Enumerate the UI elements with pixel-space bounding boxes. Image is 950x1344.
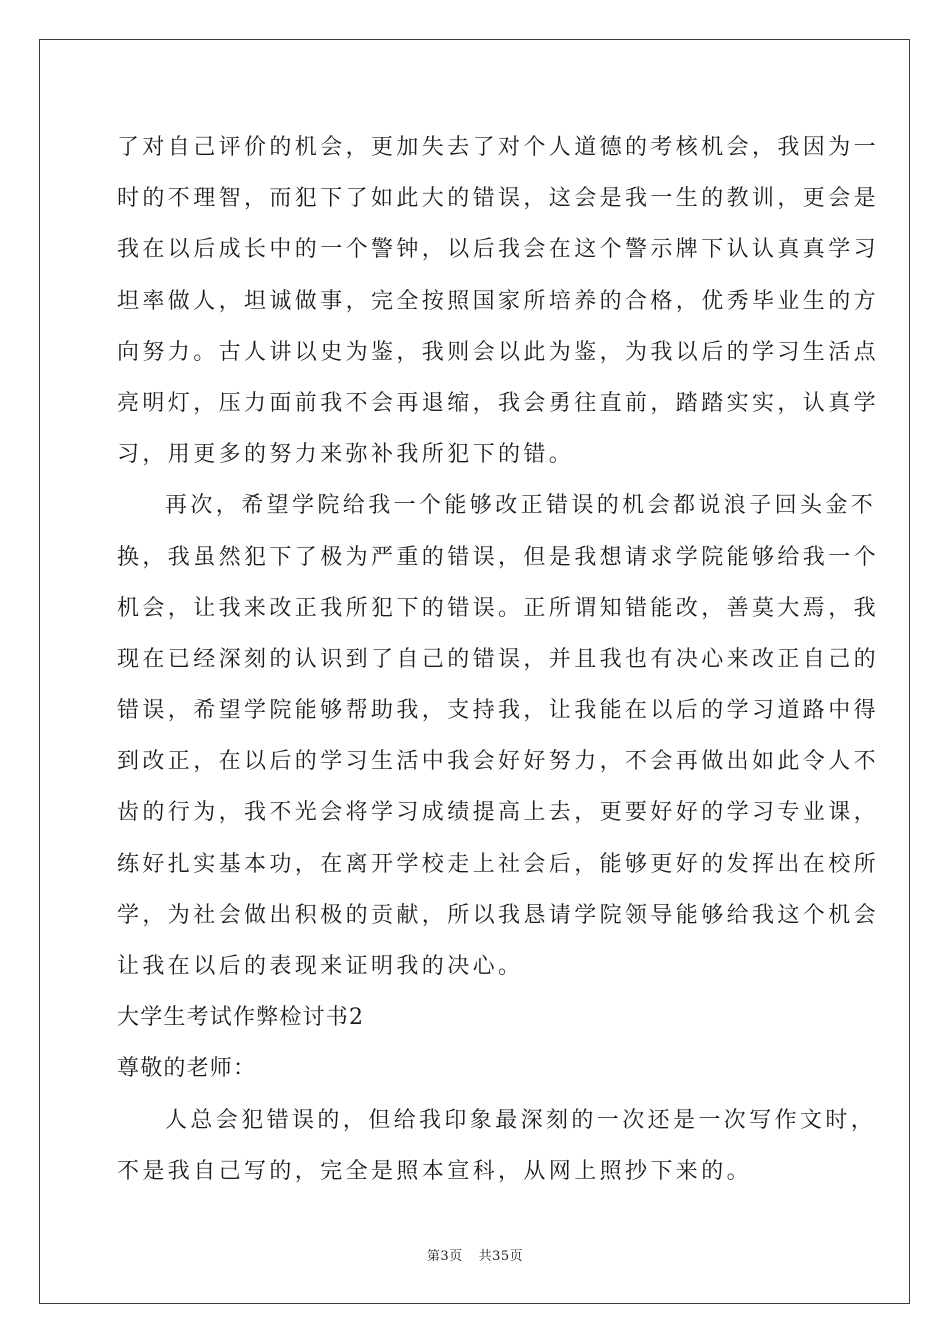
text-line: 机会，让我来改正我所犯下的错误。正所谓知错能改，善莫大焉，我 (117, 595, 880, 621)
text-line: 换，我虽然犯下了极为严重的错误，但是我想请求学院能够给我一个 (117, 544, 880, 570)
text-line: 齿的行为，我不光会将学习成绩提高上去，更要好好的学习专业课， (117, 800, 880, 826)
text-line: 亮明灯，压力面前我不会再退缩，我会勇往直前，踏踏实实，认真学 (117, 390, 880, 416)
salutation: 尊敬的老师： (117, 1056, 257, 1082)
paragraph-start-line: 人总会犯错误的，但给我印象最深刻的一次还是一次写作文时， (165, 1107, 877, 1133)
text-line: 让我在以后的表现来证明我的决心。 (117, 954, 524, 979)
document-body (117, 128, 880, 1203)
text-line: 我在以后成长中的一个警钟，以后我会在这个警示牌下认认真真学习 (117, 237, 880, 263)
text-line: 错误，希望学院能够帮助我，支持我，让我能在以后的学习道路中得 (117, 698, 880, 724)
text-line: 不是我自己写的，完全是照本宣科，从网上照抄下来的。 (117, 1158, 753, 1184)
text-line: 向努力。古人讲以史为鉴，我则会以此为鉴，为我以后的学习生活点 (117, 339, 880, 365)
text-line: 练好扎实基本功，在离开学校走上社会后，能够更好的发挥出在校所 (117, 851, 880, 877)
paragraph-start-line: 再次，希望学院给我一个能够改正错误的机会都说浪子回头金不 (165, 493, 877, 519)
page-footer (0, 1245, 950, 1264)
section-heading: 大学生考试作弊检讨书2 (117, 1005, 365, 1031)
text-line: 习，用更多的努力来弥补我所犯下的错。 (117, 442, 575, 468)
page-number: 第3页 (426, 1249, 463, 1264)
text-line: 坦率做人，坦诚做事，完全按照国家所培养的合格，优秀毕业生的方 (117, 288, 880, 314)
page-total: 共35页 (478, 1249, 524, 1264)
text-line: 时的不理智，而犯下了如此大的错误，这会是我一生的教训，更会是 (117, 186, 880, 212)
text-line: 了对自己评价的机会，更加失去了对个人道德的考核机会，我因为一 (117, 135, 880, 160)
text-line: 学，为社会做出积极的贡献，所以我恳请学院领导能够给我这个机会 (117, 902, 880, 928)
text-line: 现在已经深刻的认识到了自己的错误，并且我也有决心来改正自己的 (117, 646, 880, 672)
text-line: 到改正，在以后的学习生活中我会好好努力，不会再做出如此令人不 (117, 749, 880, 775)
